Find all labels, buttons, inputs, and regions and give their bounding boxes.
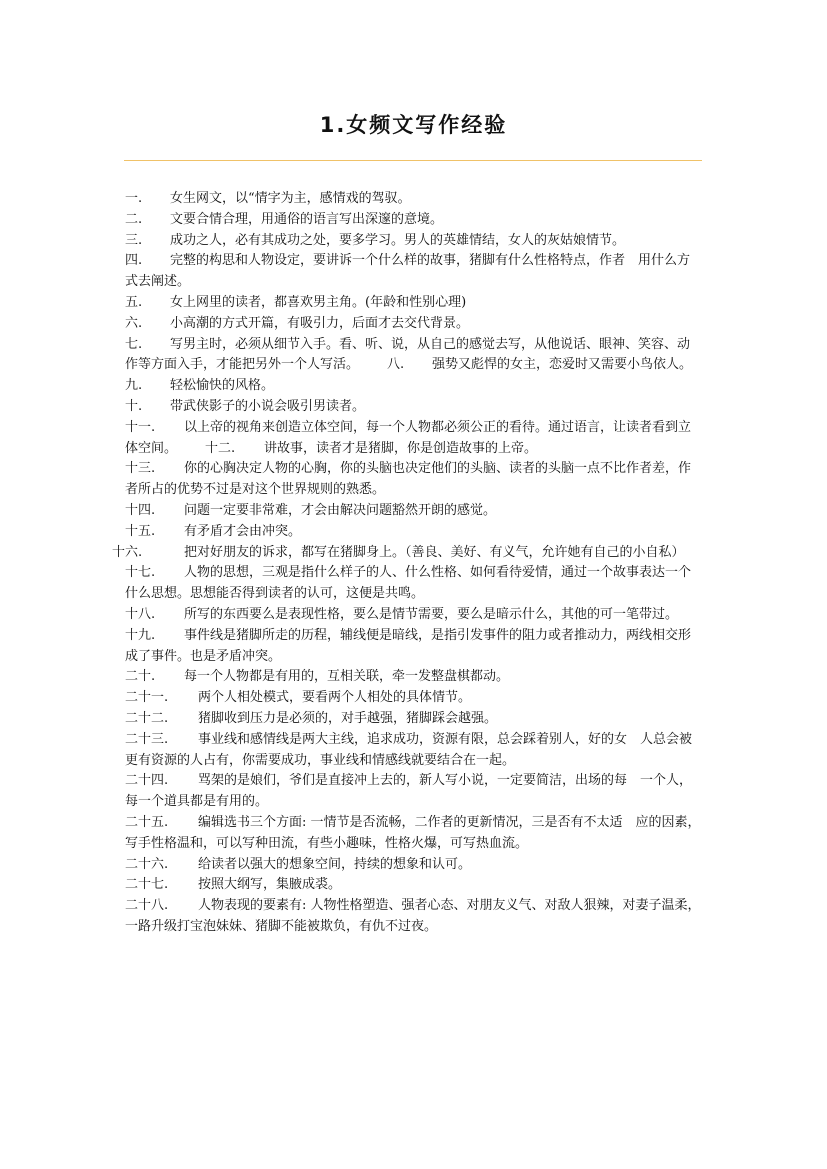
list-item bbox=[125, 314, 702, 335]
item-number: 十四. bbox=[125, 502, 156, 518]
list-item bbox=[125, 709, 702, 730]
item-number: 二十二. bbox=[125, 710, 169, 726]
list-item bbox=[125, 210, 702, 231]
item-number: 一. bbox=[125, 191, 143, 206]
item-text: 所写的东西要么是表现性格，要么是情节需要，要么是暗示什么，其他的可一笔带过。 bbox=[184, 606, 679, 622]
item-text: 骂架的是娘们，爷们是直接冲上去的，新人写小说，一定要简洁，出场的每 一个人，每一个道具都是有用的。 bbox=[125, 773, 693, 810]
item-number: 二十三. bbox=[125, 731, 169, 747]
list-item bbox=[125, 251, 702, 293]
list-item bbox=[125, 896, 702, 938]
item-text: 写男主时，必须从细节入手。看、听、说，从自己的感觉去写，从他说话、眼神、笑容、动作等方面入手，才能把另外一个人写活。 bbox=[125, 336, 691, 373]
list-item bbox=[125, 667, 702, 688]
item-number: 二十七. bbox=[125, 877, 169, 893]
list-item bbox=[125, 688, 702, 709]
item-text: 事业线和感情线是两大主线，追求成功，资源有限，总会踩着别人，好的女 人总会被更有资源的人占有，你需要成功，事业线和情感线就要结合在一起。 bbox=[125, 731, 693, 768]
list-item bbox=[125, 189, 702, 210]
list-item bbox=[125, 335, 702, 377]
item-number: 六. bbox=[125, 315, 143, 331]
item-number: 十一. bbox=[125, 419, 156, 435]
item-text: 人物表现的要素有: 人物性格塑造、强者心态、对朋友义气、对敌人狠辣，对妻子温柔，一路升级打宝泡妹妹、猪脚不能被欺负，有仇不过夜。 bbox=[125, 898, 701, 934]
item-text: 完整的构思和人物设定，要讲诉一个什么样的故事，猪脚有什么性格特点，作者 用什么方式去阐述。 bbox=[125, 253, 691, 290]
document-body bbox=[112, 189, 702, 938]
item-number: 十二. bbox=[205, 440, 236, 456]
item-number: 十. bbox=[125, 398, 143, 414]
list-item bbox=[125, 501, 702, 522]
list-item bbox=[112, 543, 702, 564]
item-number: 二十八. bbox=[125, 898, 169, 914]
item-number: 四. bbox=[125, 253, 143, 269]
item-number: 二. bbox=[125, 211, 143, 227]
list-item bbox=[125, 563, 702, 605]
item-number: 十五. bbox=[125, 523, 156, 539]
item-text: 讲故事，读者才是猪脚，你是创造故事的上帝。 bbox=[264, 440, 538, 456]
item-number: 二十五. bbox=[125, 814, 169, 830]
title-divider bbox=[124, 160, 702, 161]
item-number: 二十. bbox=[125, 669, 156, 685]
list-item bbox=[125, 626, 702, 668]
item-number: 十九. bbox=[125, 627, 156, 643]
item-number: 二十四. bbox=[125, 773, 169, 789]
item-text: 以上帝的视角来创造立体空间，每一个人物都必须公正的看待。通过语言，让读者看到立体空间。 bbox=[125, 419, 692, 456]
item-number: 九. bbox=[125, 378, 143, 394]
item-text: 你的心胸决定人物的心胸，你的头脑也决定他们的头脑、读者的头脑一点不比作者差，作者所占的优势不过是对这个世界规则的熟悉。 bbox=[125, 461, 692, 498]
list-item bbox=[125, 418, 702, 460]
list-item bbox=[125, 459, 702, 501]
item-text: 轻松愉快的风格。 bbox=[170, 378, 275, 394]
item-text: 有矛盾才会由冲突。 bbox=[184, 523, 302, 539]
item-text: 给读者以强大的想象空间，持续的想象和认可。 bbox=[198, 856, 472, 872]
item-text: 事件线是猪脚所走的历程，辅线便是暗线，是指引发事件的阻力或者推动力，两线相交形成了事件。也是矛盾冲突。 bbox=[125, 627, 692, 664]
item-number: 五. bbox=[125, 294, 143, 310]
list-item bbox=[125, 231, 702, 252]
item-text: 问题一定要非常难，才会由解决问题豁然开朗的感觉。 bbox=[184, 502, 497, 518]
item-text: 按照大纲写，集腋成裘。 bbox=[198, 877, 342, 893]
item-text: 带武侠影子的小说会吸引男读者。 bbox=[170, 398, 366, 414]
list-item bbox=[125, 730, 702, 772]
list-item bbox=[125, 397, 702, 418]
item-text: 两个人相处模式，要看两个人相处的具体情节。 bbox=[198, 690, 472, 706]
list-item bbox=[125, 522, 702, 543]
item-text: 人物的思想，三观是指什么样子的人、什么性格、如何看待爱情，通过一个故事表达一个什么思想。思想能否得到读者的认可，这便是共鸣。 bbox=[125, 565, 692, 602]
list-item-inline bbox=[387, 355, 692, 376]
list-item bbox=[125, 813, 702, 855]
item-number: 八. bbox=[387, 357, 405, 373]
list-item bbox=[125, 376, 702, 397]
list-item bbox=[125, 875, 702, 896]
item-text: 成功之人，必有其成功之处，要多学习。男人的英雄情结，女人的灰姑娘情节。 bbox=[170, 232, 626, 248]
item-text: 小高潮的方式开篇，有吸引力，后面才去交代背景。 bbox=[170, 315, 470, 331]
item-number: 七. bbox=[125, 336, 143, 352]
list-item bbox=[125, 293, 702, 314]
item-number: 十七. bbox=[125, 565, 156, 581]
list-item bbox=[125, 605, 702, 626]
item-number: 二十六. bbox=[125, 856, 169, 872]
item-number: 十六. bbox=[112, 544, 143, 560]
item-number: 十三. bbox=[125, 461, 156, 477]
item-number: 十八. bbox=[125, 606, 156, 622]
item-text: 女生网文，以“情字为主，感情戏的驾驭。 bbox=[170, 191, 411, 206]
list-item bbox=[125, 855, 702, 876]
item-text: 女上网里的读者，都喜欢男主角。(年龄和性别心理) bbox=[170, 294, 467, 310]
item-text: 编辑选书三个方面: 一情节是否流畅，二作者的更新情况，三是否有不太适 应的因素，写手性格温和，可以写种田流，有些小趣味，性格火爆，可写热血流。 bbox=[125, 814, 701, 851]
item-text: 猪脚收到压力是必须的，对手越强，猪脚踩会越强。 bbox=[198, 710, 498, 726]
list-item bbox=[125, 771, 702, 813]
list-item-inline bbox=[205, 439, 537, 460]
item-number: 二十一. bbox=[125, 690, 169, 706]
item-text: 强势又彪悍的女主，恋爱时又需要小鸟依人。 bbox=[432, 357, 693, 373]
item-number: 三. bbox=[125, 232, 143, 248]
item-text: 把对好朋友的诉求，都写在猪脚身上。（善良、美好、有义气，允许她有自己的小自私） bbox=[184, 544, 685, 560]
item-text: 文要合情合理，用通俗的语言写出深邃的意境。 bbox=[170, 211, 444, 227]
item-text: 每一个人物都是有用的，互相关联，牵一发整盘棋都动。 bbox=[184, 669, 510, 685]
page-title: 1.女频文写作经验 bbox=[319, 113, 508, 137]
